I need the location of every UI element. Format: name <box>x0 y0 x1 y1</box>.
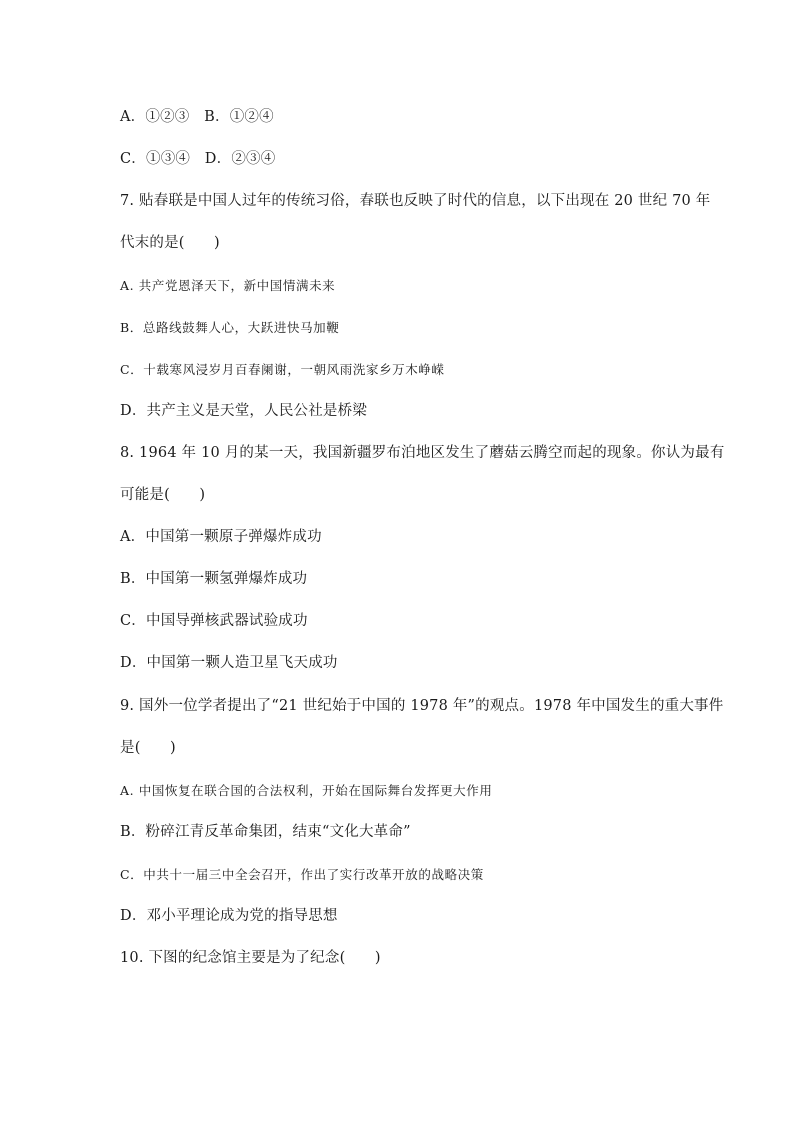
q7-option-b: B．总路线鼓舞人心，大跃进快马加鞭 <box>120 320 340 335</box>
q8-option-b: B．中国第一颗氢弹爆炸成功 <box>120 571 308 587</box>
q7-option-c: C．十载寒风浸岁月百春阑谢，一朝风雨洗家乡万木峥嵘 <box>120 362 445 377</box>
q7-stem-line-2: 代末的是( ) <box>120 235 220 251</box>
q7-option-d: D．共产主义是天堂，人民公社是桥梁 <box>120 403 368 419</box>
q9-option-a: A. 中国恢复在联合国的合法权利，开始在国际舞台发挥更大作用 <box>120 783 493 798</box>
q8-stem-line-2: 可能是( ) <box>120 487 206 503</box>
q8-option-a: A．中国第一颗原子弹爆炸成功 <box>120 529 322 545</box>
q9-option-c: C．中共十一届三中全会召开，作出了实行改革开放的战略决策 <box>120 867 484 882</box>
q9-option-b: B．粉碎江青反革命集团，结束“文化大革命” <box>120 824 411 840</box>
q7-option-a: A. 共产党恩泽天下，新中国情满未来 <box>120 278 336 293</box>
q9-option-d: D．邓小平理论成为党的指导思想 <box>120 908 338 924</box>
q9-stem-line-1: 9. 国外一位学者提出了“21 世纪始于中国的 1978 年”的观点。1978 年中国发生的重大事件 <box>120 698 724 714</box>
q10-stem: 10. 下图的纪念馆主要是为了纪念( ) <box>120 950 381 966</box>
q8-stem-line-1: 8. 1964 年 10 月的某一天，我国新疆罗布泊地区发生了蘑菇云腾空而起的现象。你认为最有 <box>120 445 725 461</box>
q8-option-d: D．中国第一颗人造卫星飞天成功 <box>120 655 338 671</box>
q8-option-c: C．中国导弹核武器试验成功 <box>120 613 308 629</box>
q6-options-ab: A．①②③ B．①②④ <box>120 109 274 125</box>
q6-options-cd: C．①③④ D．②③④ <box>120 151 276 167</box>
q7-stem-line-1: 7. 贴春联是中国人过年的传统习俗，春联也反映了时代的信息，以下出现在 20 世纪 70 年 <box>120 193 711 209</box>
q9-stem-line-2: 是( ) <box>120 740 176 756</box>
